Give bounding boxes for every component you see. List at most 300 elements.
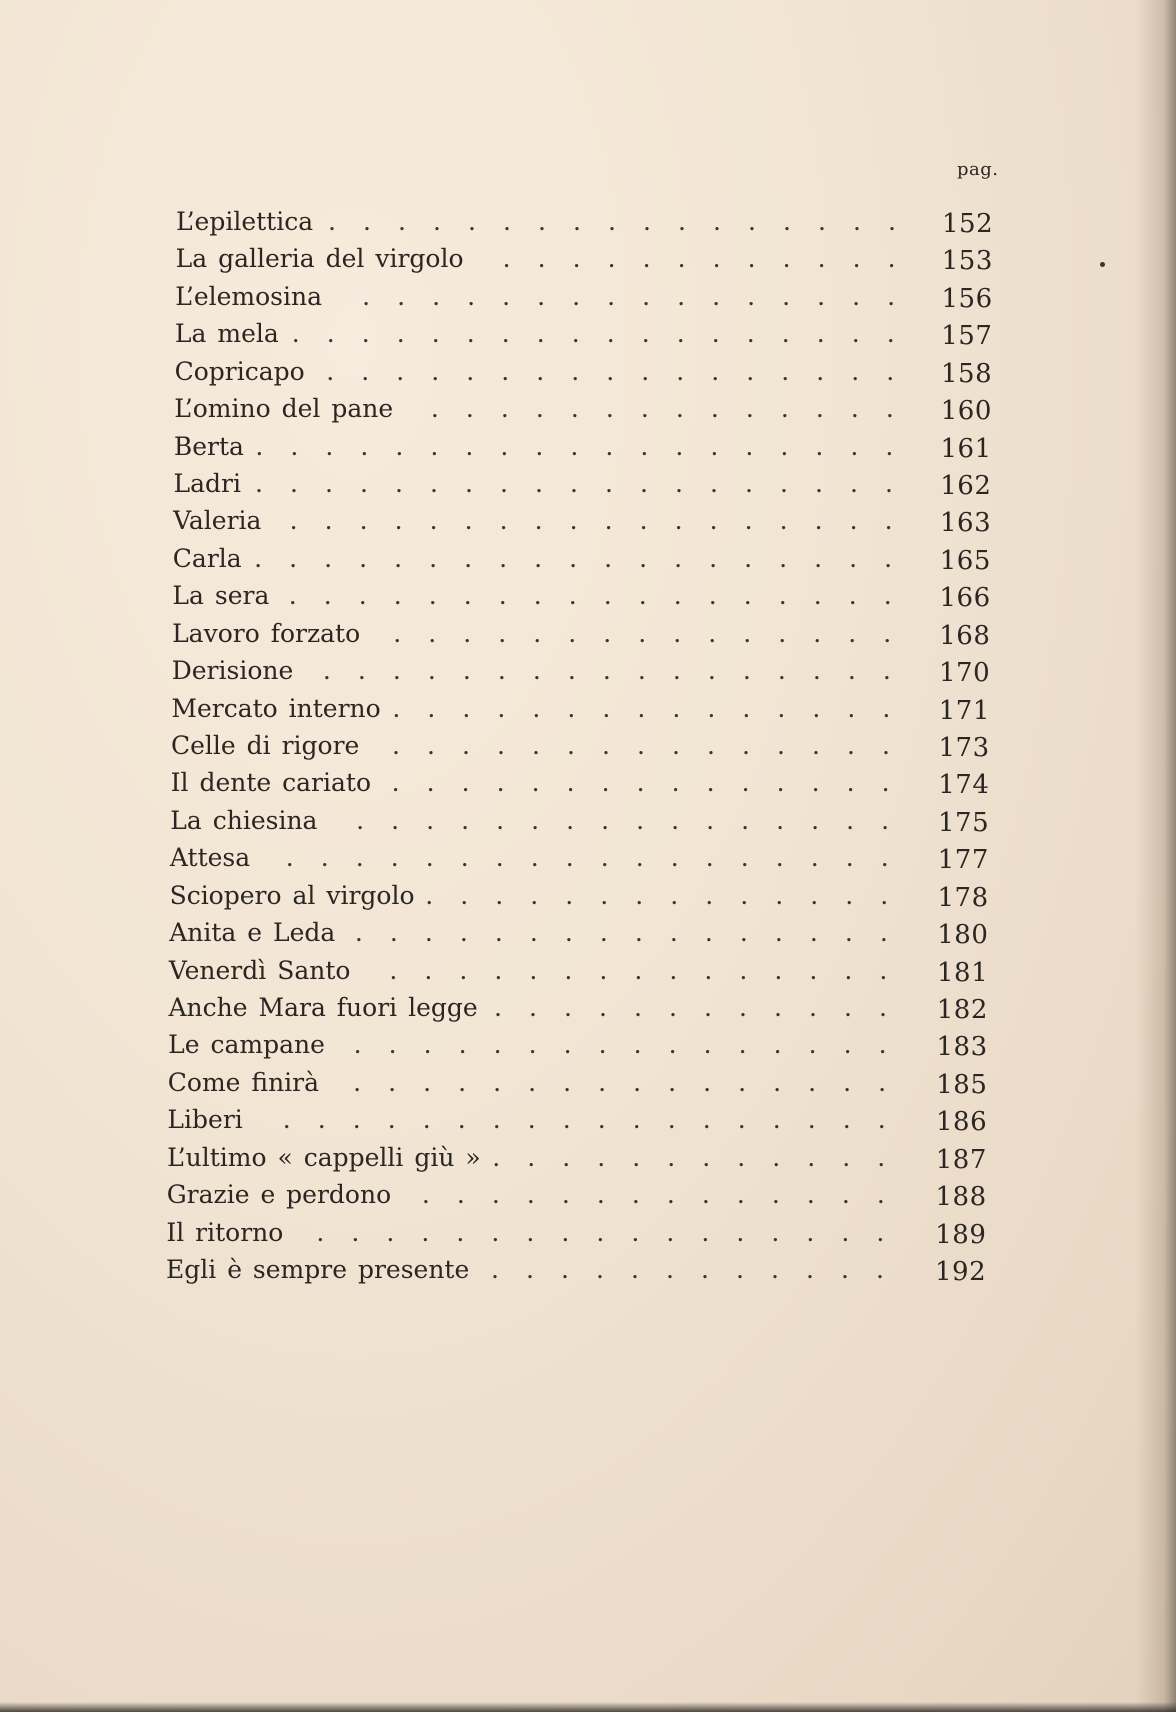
leader-dot: . bbox=[643, 207, 651, 236]
leader-dot: . bbox=[844, 955, 853, 985]
leader-dot: . bbox=[572, 244, 581, 274]
leader-dot: . bbox=[465, 469, 473, 498]
leader-dot: . bbox=[780, 469, 788, 498]
leader-dot: . bbox=[631, 1217, 640, 1247]
leader-dot: . bbox=[288, 581, 297, 611]
leader-dot: . bbox=[745, 469, 753, 498]
leader-dot: . bbox=[851, 319, 860, 349]
leader-dot: . bbox=[388, 1030, 397, 1060]
leader-dot: . bbox=[427, 693, 436, 723]
leader-dot: . bbox=[492, 1105, 501, 1135]
leader-dot: . bbox=[813, 581, 822, 611]
leader-dot: . bbox=[571, 356, 580, 386]
entry-title: L’elemosina bbox=[175, 281, 323, 311]
leader-dot: . bbox=[538, 207, 546, 236]
leader-dot: . bbox=[779, 506, 788, 536]
entry-page-number: 157 bbox=[941, 321, 993, 352]
leader-dot: . bbox=[608, 207, 616, 236]
leader-dot: . bbox=[572, 281, 581, 311]
leader-dot: . bbox=[466, 356, 475, 386]
entry-page-number: 170 bbox=[938, 658, 991, 689]
entry-title: La mela bbox=[174, 319, 279, 349]
leader-dot: . bbox=[815, 394, 824, 424]
toc-entry bbox=[175, 279, 1100, 315]
leader-dot: . bbox=[632, 1105, 641, 1135]
leader-dot: . bbox=[879, 955, 888, 985]
leader-dot: . bbox=[561, 1180, 570, 1210]
entry-title: Ladri bbox=[173, 469, 241, 498]
leader-dot: . bbox=[459, 955, 468, 985]
leader-dot: . bbox=[774, 918, 783, 948]
leader-dot: . bbox=[631, 1255, 639, 1284]
leader-dot: . bbox=[638, 581, 647, 611]
leader-dot: . bbox=[812, 656, 821, 686]
leader-dot: . bbox=[847, 656, 856, 686]
leader-dot: . bbox=[848, 618, 857, 648]
toc-entry bbox=[168, 1065, 1100, 1101]
leader-dot: . bbox=[881, 768, 890, 798]
leader-dot: . bbox=[255, 431, 264, 461]
leader-dot: . bbox=[806, 1255, 814, 1284]
leader-dot: . bbox=[500, 431, 509, 461]
leader-dot: . bbox=[290, 469, 298, 498]
leader-dot: . bbox=[533, 618, 542, 648]
leader-dot: . bbox=[640, 469, 648, 498]
entry-title: Egli è sempre presente bbox=[166, 1255, 470, 1284]
leader-dot: . bbox=[567, 693, 576, 723]
leader-dot: . bbox=[392, 656, 401, 686]
leader-dot: . bbox=[426, 768, 435, 798]
leader-dot: . bbox=[282, 1105, 291, 1135]
leader-dot: . bbox=[500, 394, 509, 424]
leader-dot: . bbox=[844, 993, 852, 1022]
leader-dot: . bbox=[496, 805, 505, 835]
leader-dot: . bbox=[499, 506, 508, 536]
leader-dot: . bbox=[632, 1142, 641, 1172]
leader-dot: . bbox=[532, 656, 541, 686]
leader-dot: . bbox=[325, 431, 334, 461]
leader-dot: . bbox=[812, 731, 820, 760]
leader-dot: . bbox=[491, 1180, 500, 1210]
leader-dot: . bbox=[811, 805, 820, 835]
leader-dot: . bbox=[877, 1105, 886, 1135]
leader-dot: . bbox=[599, 993, 607, 1022]
leader-dot: . bbox=[879, 993, 887, 1022]
leader-dot: . bbox=[844, 918, 853, 948]
leader-dot: . bbox=[421, 1180, 430, 1210]
leader-dot: . bbox=[884, 506, 893, 536]
leader-dot: . bbox=[876, 1217, 885, 1247]
leader-dot: . bbox=[528, 1030, 537, 1060]
leader-dot: . bbox=[815, 431, 824, 461]
leader-dot: . bbox=[817, 244, 826, 274]
leader-dot: . bbox=[711, 356, 720, 386]
leader-dot: . bbox=[776, 805, 785, 835]
leader-dot: . bbox=[851, 356, 860, 386]
leader-dot: . bbox=[497, 693, 506, 723]
entry-page-number: 192 bbox=[935, 1257, 987, 1287]
toc-entry bbox=[176, 204, 1100, 240]
leader-dot: . bbox=[570, 431, 579, 461]
entry-page-number: 152 bbox=[942, 209, 994, 239]
leader-dot: . bbox=[739, 918, 748, 948]
leader-dot: . bbox=[810, 880, 819, 910]
leader-dot: . bbox=[501, 356, 510, 386]
leader-dot: . bbox=[596, 1217, 605, 1247]
entry-title: La sera bbox=[172, 581, 270, 611]
leader-dot: . bbox=[739, 955, 748, 985]
leader-dot: . bbox=[712, 281, 721, 311]
leader-dot: . bbox=[814, 543, 823, 573]
entry-page-number: 186 bbox=[935, 1107, 988, 1138]
leader-dot: . bbox=[464, 506, 473, 536]
toc-entry bbox=[169, 990, 1101, 1026]
leader-dot: . bbox=[394, 506, 403, 536]
leader-dot: . bbox=[390, 843, 399, 873]
entry-page-number: 158 bbox=[940, 358, 993, 389]
leader-dot: . bbox=[668, 1067, 677, 1097]
leader-dot: . bbox=[398, 207, 406, 236]
leader-dot: . bbox=[881, 805, 890, 835]
leader-dot: . bbox=[848, 581, 857, 611]
entry-title: Le campane bbox=[168, 1030, 325, 1060]
leader-dot: . bbox=[669, 918, 678, 948]
toc-entry bbox=[169, 953, 1100, 989]
leader-dot: . bbox=[813, 618, 822, 648]
leader-dot: . bbox=[676, 319, 685, 349]
leader-dot: . bbox=[705, 843, 714, 873]
leader-dot: . bbox=[886, 356, 895, 386]
entry-title: Il ritorno bbox=[166, 1217, 284, 1247]
leader-dot: . bbox=[667, 1142, 676, 1172]
leader-dot: . bbox=[561, 1255, 569, 1284]
leader-dot: . bbox=[878, 1030, 887, 1060]
leader-dot: . bbox=[428, 618, 437, 648]
leader-dot: . bbox=[842, 1105, 851, 1135]
leader-dot: . bbox=[526, 1217, 535, 1247]
leader-dot: . bbox=[568, 581, 577, 611]
leader-dot: . bbox=[738, 1067, 747, 1097]
leader-dot: . bbox=[567, 656, 576, 686]
leader-dot: . bbox=[815, 469, 823, 498]
leader-dot: . bbox=[563, 1030, 572, 1060]
leader-dot: . bbox=[285, 843, 294, 873]
leader-dot: . bbox=[778, 618, 787, 648]
leader-dot: . bbox=[742, 693, 751, 723]
leader-dot: . bbox=[771, 1255, 779, 1284]
leader-dot: . bbox=[564, 918, 573, 948]
leader-dot: . bbox=[254, 543, 263, 573]
leader-dot: . bbox=[852, 281, 861, 311]
leader-dot: . bbox=[736, 1217, 745, 1247]
leader-dot: . bbox=[882, 731, 890, 760]
leader-dot: . bbox=[596, 1180, 605, 1210]
entry-page-number: 180 bbox=[937, 920, 989, 951]
leader-dot: . bbox=[497, 731, 505, 760]
toc-entry bbox=[172, 616, 1100, 652]
leader-dot: . bbox=[741, 768, 750, 798]
leader-dot: . bbox=[673, 618, 682, 648]
leader-dot: . bbox=[709, 543, 718, 573]
leader-dot: . bbox=[352, 1105, 361, 1135]
leader-dot: . bbox=[701, 1255, 709, 1284]
toc-entry bbox=[176, 241, 1100, 277]
leader-dot: . bbox=[500, 469, 508, 498]
leader-dot: . bbox=[569, 543, 578, 573]
leader-dot: . bbox=[356, 805, 365, 835]
leader-dot: . bbox=[465, 394, 474, 424]
leader-dot: . bbox=[564, 955, 573, 985]
entry-title: Venerdì Santo bbox=[168, 955, 351, 985]
leader-dot: . bbox=[669, 993, 677, 1022]
leader-dot: . bbox=[639, 543, 648, 573]
leader-dot: . bbox=[702, 1105, 711, 1135]
leader-dot: . bbox=[599, 918, 608, 948]
leader-dot: . bbox=[537, 244, 546, 274]
leader-dot: . bbox=[424, 918, 433, 948]
leader-dot: . bbox=[570, 469, 578, 498]
leader-dot: . bbox=[849, 543, 858, 573]
leader-dot: . bbox=[640, 394, 649, 424]
leader-dot: . bbox=[491, 1255, 499, 1284]
leader-dot: . bbox=[880, 843, 889, 873]
leader-dot: . bbox=[710, 469, 718, 498]
leader-dot: . bbox=[667, 1105, 676, 1135]
leader-dot: . bbox=[666, 1217, 675, 1247]
entry-title: Copricapo bbox=[174, 356, 305, 386]
leader-dot: . bbox=[666, 1255, 674, 1284]
entry-title: Sciopero al virgolo bbox=[169, 880, 415, 910]
leader-dot: . bbox=[816, 356, 825, 386]
leader-dot: . bbox=[326, 356, 335, 386]
leader-dot: . bbox=[704, 955, 713, 985]
leader-dot: . bbox=[466, 319, 475, 349]
leader-dot: . bbox=[431, 319, 440, 349]
leader-dot: . bbox=[496, 768, 505, 798]
leader-dot: . bbox=[887, 244, 896, 274]
leader-dot: . bbox=[703, 1067, 712, 1097]
leader-dot: . bbox=[745, 431, 754, 461]
leader-dot: . bbox=[670, 880, 679, 910]
leader-dot: . bbox=[709, 506, 718, 536]
leader-dot: . bbox=[668, 1030, 677, 1060]
leader-dot: . bbox=[495, 843, 504, 873]
leader-dot: . bbox=[740, 843, 749, 873]
leader-dot: . bbox=[604, 543, 613, 573]
leader-dot: . bbox=[598, 1067, 607, 1097]
leader-dot: . bbox=[772, 1105, 781, 1135]
toc-entry bbox=[169, 915, 1100, 951]
leader-dot: . bbox=[675, 469, 683, 498]
leader-dot: . bbox=[743, 618, 752, 648]
toc-entry bbox=[167, 1177, 1100, 1213]
leader-dot: . bbox=[566, 805, 575, 835]
leader-dot: . bbox=[631, 1180, 640, 1210]
toc-entry bbox=[171, 765, 1100, 801]
leader-dot: . bbox=[850, 394, 859, 424]
entry-page-number: 163 bbox=[939, 508, 992, 539]
leader-dot: . bbox=[324, 506, 333, 536]
toc-entry bbox=[170, 803, 1100, 839]
leader-dot: . bbox=[707, 656, 716, 686]
leader-dot: . bbox=[782, 244, 791, 274]
leader-dot: . bbox=[430, 469, 438, 498]
leader-dot: . bbox=[463, 618, 472, 648]
leader-dot: . bbox=[456, 1217, 465, 1247]
leader-dot: . bbox=[600, 843, 609, 873]
leader-dot: . bbox=[748, 207, 756, 236]
leader-dot: . bbox=[526, 1255, 534, 1284]
leader-dot: . bbox=[562, 1142, 571, 1172]
leader-dot: . bbox=[809, 955, 818, 985]
leader-dot: . bbox=[636, 768, 645, 798]
leader-dot: . bbox=[741, 805, 750, 835]
leader-dot: . bbox=[494, 993, 502, 1022]
leader-dot: . bbox=[362, 281, 371, 311]
leader-dot: . bbox=[536, 319, 545, 349]
leader-dot: . bbox=[462, 693, 471, 723]
leader-dot: . bbox=[642, 244, 651, 274]
leader-dot: . bbox=[809, 993, 817, 1022]
leader-dot: . bbox=[635, 880, 644, 910]
leader-dot: . bbox=[563, 1067, 572, 1097]
leader-dot: . bbox=[573, 207, 581, 236]
entry-title: Valeria bbox=[173, 506, 262, 536]
entry-page-number: 185 bbox=[936, 1069, 988, 1100]
leader-dot: . bbox=[567, 731, 575, 760]
leader-dot: . bbox=[706, 768, 715, 798]
leader-dot: . bbox=[532, 731, 540, 760]
entry-page-number: 181 bbox=[936, 957, 989, 988]
leader-dot: . bbox=[637, 731, 645, 760]
leader-dot: . bbox=[320, 843, 329, 873]
leader-dot: . bbox=[317, 1105, 326, 1135]
leader-dot: . bbox=[597, 1142, 606, 1172]
leader-dot: . bbox=[773, 1067, 782, 1097]
leader-dot: . bbox=[562, 1105, 571, 1135]
leader-dot: . bbox=[600, 880, 609, 910]
entry-page-number: 173 bbox=[938, 733, 990, 763]
leader-dot: . bbox=[843, 1030, 852, 1060]
leader-dot: . bbox=[670, 843, 679, 873]
leader-dot: . bbox=[529, 993, 537, 1022]
leader-dot: . bbox=[886, 319, 895, 349]
entry-page-number: 171 bbox=[938, 695, 990, 726]
leader-dot: . bbox=[638, 618, 647, 648]
leader-dot: . bbox=[426, 805, 435, 835]
entry-page-number: 177 bbox=[937, 845, 989, 876]
leader-dot: . bbox=[289, 543, 298, 573]
leader-dot: . bbox=[353, 1030, 362, 1060]
leader-dot: . bbox=[705, 880, 714, 910]
leader-dot: . bbox=[606, 319, 615, 349]
toc-entry bbox=[167, 1140, 1100, 1176]
leader-dot: . bbox=[780, 394, 789, 424]
leader-dot: . bbox=[433, 207, 441, 236]
leader-dot: . bbox=[704, 918, 713, 948]
leader-dot: . bbox=[535, 469, 543, 498]
leader-dot: . bbox=[807, 1142, 816, 1172]
entry-page-number: 162 bbox=[940, 471, 992, 501]
leader-dot: . bbox=[602, 731, 610, 760]
leader-dot: . bbox=[736, 1255, 744, 1284]
leader-dot: . bbox=[774, 993, 782, 1022]
toc-entry bbox=[175, 316, 1100, 352]
leader-dot: . bbox=[746, 356, 755, 386]
leader-dot: . bbox=[772, 1142, 781, 1172]
leader-dot: . bbox=[568, 618, 577, 648]
leader-dot: . bbox=[850, 431, 859, 461]
leader-dot: . bbox=[532, 693, 541, 723]
leader-dot: . bbox=[747, 244, 756, 274]
toc-entry bbox=[173, 541, 1100, 577]
leader-dot: . bbox=[885, 394, 894, 424]
leader-dot: . bbox=[596, 1255, 604, 1284]
leader-dot: . bbox=[529, 918, 538, 948]
entry-title: Berta bbox=[173, 431, 244, 461]
leader-dot: . bbox=[606, 356, 615, 386]
leader-dot: . bbox=[460, 880, 469, 910]
leader-dot: . bbox=[396, 319, 405, 349]
leader-dot: . bbox=[704, 993, 712, 1022]
leader-dot: . bbox=[781, 319, 790, 349]
leader-dot: . bbox=[393, 618, 402, 648]
leader-dot: . bbox=[637, 656, 646, 686]
toc-entry bbox=[170, 840, 1100, 876]
leader-dot: . bbox=[386, 1217, 395, 1247]
leader-dot: . bbox=[394, 543, 403, 573]
leader-dot: . bbox=[569, 506, 578, 536]
leader-dot: . bbox=[712, 244, 721, 274]
leader-dot: . bbox=[526, 1180, 535, 1210]
leader-dot: . bbox=[423, 1030, 432, 1060]
leader-dot: . bbox=[495, 880, 504, 910]
leader-dot: . bbox=[808, 1030, 817, 1060]
leader-dot: . bbox=[634, 918, 643, 948]
leader-dot: . bbox=[389, 918, 398, 948]
leader-dot: . bbox=[467, 281, 476, 311]
toc-entry bbox=[166, 1215, 1100, 1251]
leader-dot: . bbox=[393, 581, 402, 611]
toc-entry bbox=[172, 653, 1100, 689]
leader-dot: . bbox=[636, 805, 645, 835]
leader-dot: . bbox=[887, 281, 896, 311]
leader-dot: . bbox=[776, 768, 785, 798]
leader-dot: . bbox=[642, 281, 651, 311]
leader-dot: . bbox=[707, 731, 715, 760]
leader-dot: . bbox=[571, 319, 580, 349]
leader-dot: . bbox=[850, 469, 858, 498]
entry-page-number: 161 bbox=[940, 433, 992, 464]
leader-dot: . bbox=[841, 1255, 849, 1284]
leader-dot: . bbox=[460, 843, 469, 873]
leader-dot: . bbox=[396, 356, 405, 386]
leader-dot: . bbox=[502, 244, 511, 274]
leader-dot: . bbox=[634, 993, 642, 1022]
leader-dot: . bbox=[775, 880, 784, 910]
leader-dot: . bbox=[771, 1180, 780, 1210]
leader-dot: . bbox=[359, 506, 368, 536]
leader-dot: . bbox=[429, 506, 438, 536]
leader-dot: . bbox=[778, 581, 787, 611]
leader-dot: . bbox=[640, 431, 649, 461]
entry-page-number: 183 bbox=[936, 1032, 988, 1063]
leader-dot: . bbox=[841, 1217, 850, 1247]
leader-dot: . bbox=[775, 843, 784, 873]
leader-dot: . bbox=[428, 581, 437, 611]
leader-dot: . bbox=[535, 431, 544, 461]
leader-dot: . bbox=[324, 543, 333, 573]
